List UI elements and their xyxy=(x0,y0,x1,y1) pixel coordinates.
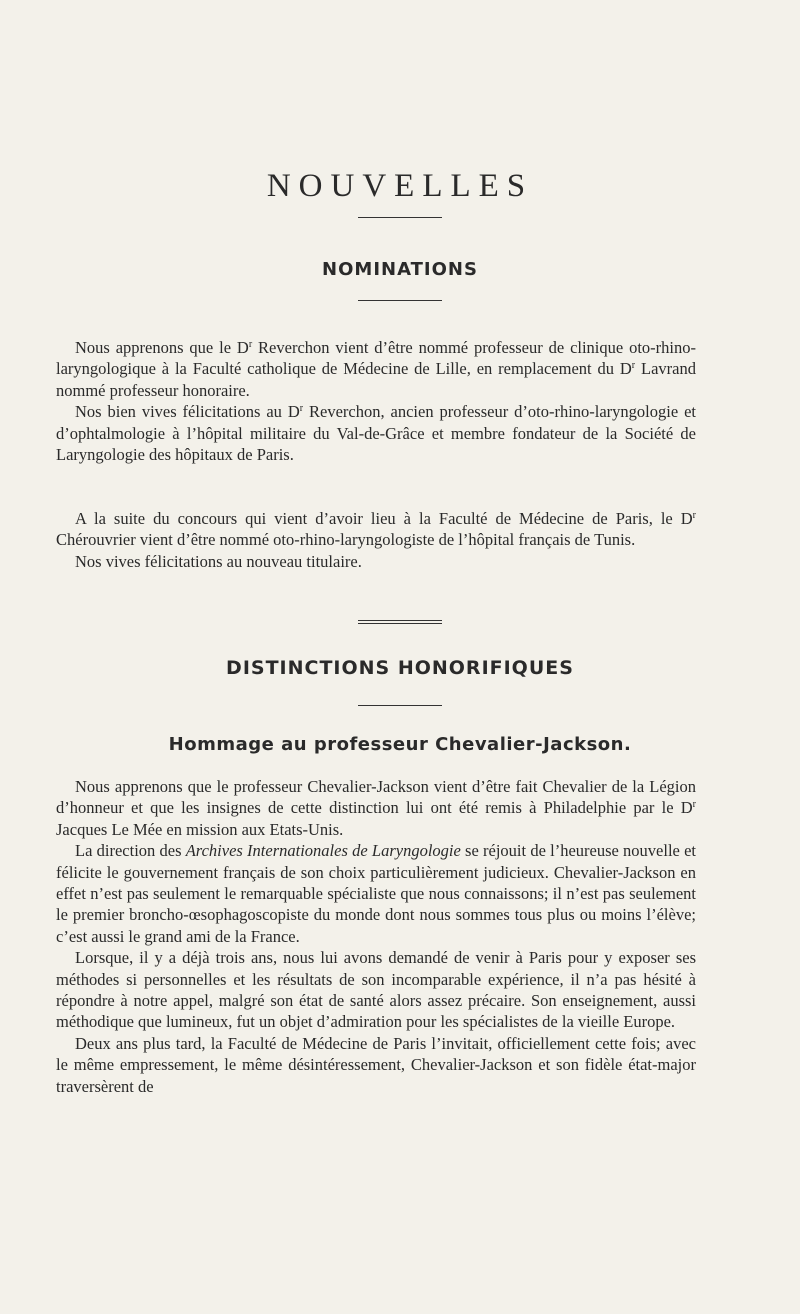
double-rule xyxy=(358,620,442,626)
paragraph: Nous apprenons que le professeur Chevalier-Jackson vient d’être fait Chevalier de la Légion d’honneur et que les insignes de cette distinction lui ont été remis à Philadelphie par le $D^r$ Jacques Le Mée en mission aux Etats-Unis. xyxy=(56,777,696,839)
paragraph: Nos bien vives félicitations au $D^r$ Reverchon, ancien professeur d’oto-rhino-laryngologie et d’ophtalmologie à l’hôpital militaire du Val-de-Grâce et membre fondateur de la Société de Laryngologie des hôpitaux de Paris. xyxy=(56,402,696,465)
distinctions-text xyxy=(56,776,696,1097)
section-heading-nominations: NOMINATIONS xyxy=(322,259,478,280)
title-rule xyxy=(358,217,442,218)
section-rule xyxy=(358,705,442,706)
page-title: NOUVELLES xyxy=(266,168,534,204)
paragraph: La direction des Archives Internationales de Laryngologie se réjouit de l’heureuse nouvelle et félicite le gouvernement français de son choix particulièrement judicieux. Chevalier-Jackson en effet n’est pas seulement le remarquable spécialiste que nous connaissons; il n’est pas seulement le premier broncho-œsophagoscopiste du monde dont nous sommes tous plus ou moins l’élève; c’est aussi le grand ami de la France. xyxy=(56,841,697,946)
nominations-text xyxy=(56,337,696,465)
paragraph: Nous apprenons que le $D^r$ Reverchon vient d’être nommé professeur de clinique oto-rhino-laryngologique à la Faculté catholique de Médecine de Lille, en remplacement du $D^r$ Lavrand nommé professeur honoraire. xyxy=(56,338,696,400)
paragraph: Lorsque, il y a déjà trois ans, nous lui avons demandé de venir à Paris pour y exposer ses méthodes si personnelles et les résultats de son incomparable expérience, il n’a pas hésité à répondre à notre appel, malgré son état de santé alors assez précaire. Son enseignement, aussi méthodique que lumineux, fut un objet d’admiration pour les spécialistes de la vieille Europe. xyxy=(56,948,696,1032)
nominations-text-2 xyxy=(56,508,696,572)
paragraph: Nos vives félicitations au nouveau titulaire. xyxy=(75,551,362,571)
section-rule xyxy=(358,300,442,301)
paragraph: A la suite du concours qui vient d’avoir lieu à la Faculté de Médecine de Paris, le $D^r$ Chérouvrier vient d’être nommé oto-rhino-laryngologiste de l’hôpital français de Tunis. xyxy=(56,509,696,550)
paragraph: Deux ans plus tard, la Faculté de Médecine de Paris l’invitait, officiellement cette fois; avec le même empressement, le même désintéressement, Chevalier-Jackson et son fidèle état-major traversèrent de xyxy=(56,1033,696,1096)
subheading: Hommage au professeur Chevalier-Jackson. xyxy=(168,734,632,755)
section-heading-distinctions: DISTINCTIONS HONORIFIQUES xyxy=(226,657,574,679)
